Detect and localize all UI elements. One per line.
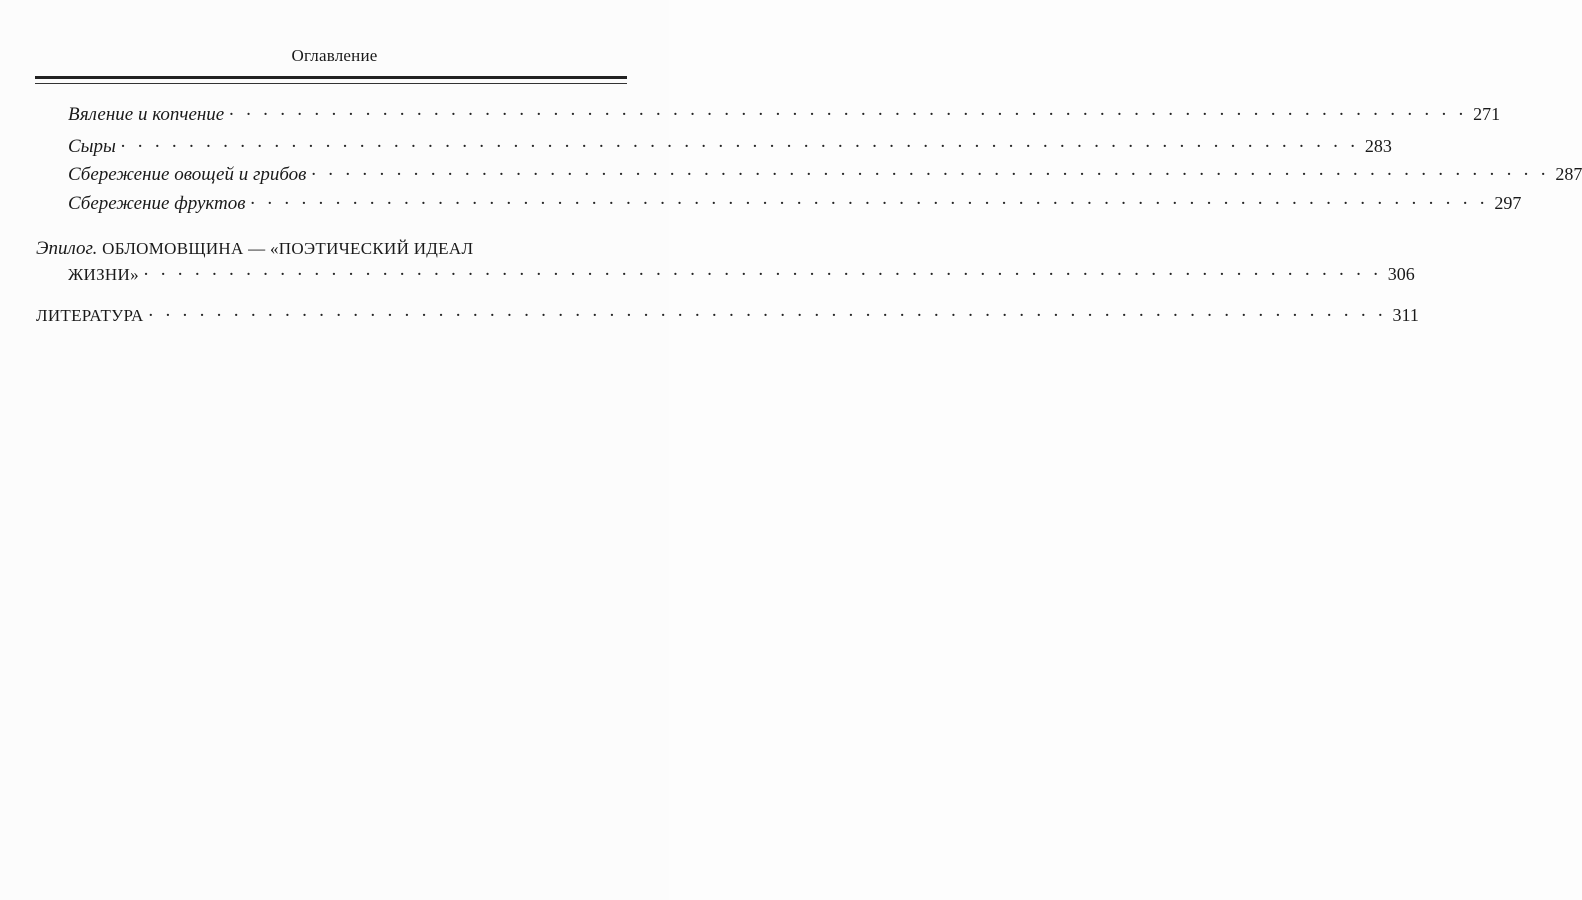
epilogue-title-line1: ОБЛОМОВЩИНА — «ПОЭТИЧЕСКИЙ ИДЕАЛ	[102, 239, 474, 258]
epilogue-label: Эпилог.	[36, 238, 98, 259]
dot-leader: · · · · · · · · · · · · · · · · · · · · · · · · · · · · · · · · · · · · · · · · · · · · · · · · · · · · · · · · · · · · · · · · · · · · · · · · ·	[147, 305, 1387, 326]
toc-entry-literature	[36, 305, 1419, 327]
toc-entry	[68, 164, 1582, 186]
dot-leader: · · · · · · · · · · · · · · · · · · · · · · · · · · · · · · · · · · · · · · · · · · · · · · · · · · · · · · · · · · · · · · · · · · · · · · · · ·	[228, 104, 1468, 125]
epilogue-title-line2: ЖИЗНИ»	[68, 265, 139, 284]
header-rule-thick	[35, 76, 627, 79]
running-head: Оглавление	[291, 46, 378, 65]
toc-entry-epilogue	[68, 264, 1415, 286]
dot-leader: · · · · · · · · · · · · · · · · · · · · · · · · · · · · · · · · · · · · · · · · · · · · · · · · · · · · · · · · · · · · · · · · · · · · · · · · ·	[142, 264, 1382, 285]
toc-entry	[68, 136, 1392, 158]
dot-leader: · · · · · · · · · · · · · · · · · · · · · · · · · · · · · · · · · · · · · · · · · · · · · · · · · · · · · · · · · · · · · · · · · · · · · · · · ·	[310, 164, 1550, 185]
toc-entry-page: 297	[1494, 193, 1522, 213]
epilogue-heading	[36, 238, 473, 260]
toc-entry-title: Сбережение овощей и грибов	[68, 164, 307, 185]
toc-entry-page: 287	[1555, 164, 1582, 184]
toc-entry-page: 311	[1392, 305, 1419, 325]
toc-entry-page: 306	[1387, 264, 1415, 284]
dot-leader: · · · · · · · · · · · · · · · · · · · · · · · · · · · · · · · · · · · · · · · · · · · · · · · · · · · · · · · · · · · · · · · · · · · · · · · · ·	[119, 136, 1359, 157]
toc-entry-page: 271	[1473, 104, 1501, 124]
toc-entry	[68, 104, 1501, 126]
header-rule-thin	[35, 83, 627, 84]
toc-entry-title: Вяление и копчение	[68, 104, 225, 125]
toc-entry-title: Сбережение фруктов	[68, 193, 246, 214]
literature-title: ЛИТЕРАТУРА	[36, 306, 144, 325]
toc-entry-title: Сыры	[68, 136, 116, 157]
toc-entry-page: 283	[1364, 136, 1392, 156]
toc-entry	[68, 193, 1522, 215]
dot-leader: · · · · · · · · · · · · · · · · · · · · · · · · · · · · · · · · · · · · · · · · · · · · · · · · · · · · · · · · · · · · · · · · · · · · · · · · ·	[249, 193, 1489, 214]
